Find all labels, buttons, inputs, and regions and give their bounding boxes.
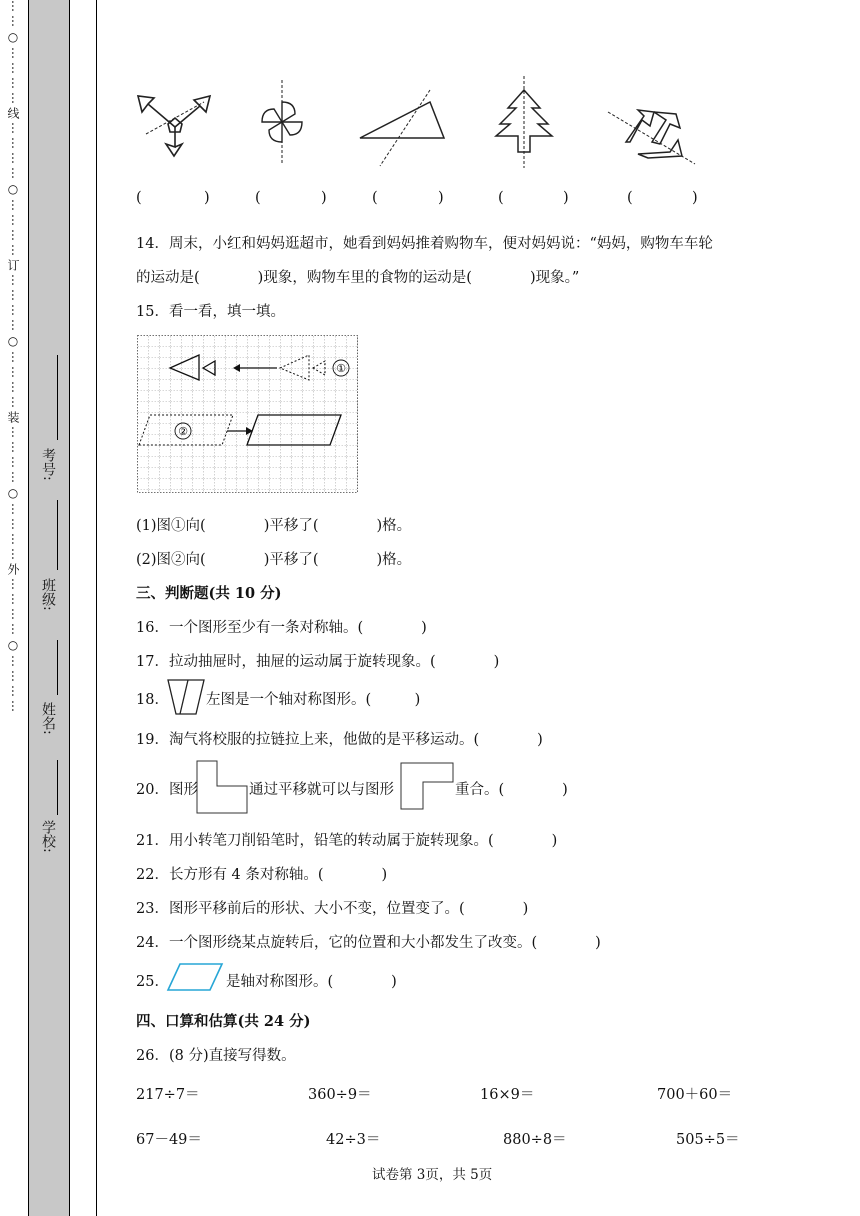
section-3-heading: 三、判断题(共 10 分) [136,585,282,602]
q20-shape-l [196,760,248,814]
field-class-line [57,500,58,570]
calc-7: 880÷8＝ [503,1132,567,1148]
calc-6: 42÷3＝ [326,1132,381,1148]
tree-figure [496,76,552,168]
question-14-line-1: 14．周末，小红和妈妈逛超市，她看到妈妈推着购物车，便对妈妈说：“妈妈，购物车车轮 [136,236,713,252]
q13-figures [130,72,720,172]
question-19: 19．淘气将校服的拉链拉上来，他做的是平移运动。( ) [136,732,543,748]
q25-parallelogram [166,962,224,992]
question-15-part-1: (1)图①向( )平移了( )格。 [136,518,412,534]
three-arrows-figure [138,96,210,156]
field-class: 班级: [40,578,56,611]
field-school: 学校: [40,820,56,853]
q13-paren-close-1: ) [204,190,210,206]
calc-4: 700＋60＝ [657,1087,733,1103]
calc-1: 217÷7＝ [136,1087,200,1103]
field-school-line [57,760,58,815]
calc-3: 16×9＝ [480,1087,535,1103]
q20-shape-gamma [400,762,454,810]
label-1: ① [336,362,346,375]
question-17: 17．拉动抽屉时，抽屉的运动属于旋转现象。( ) [136,654,500,670]
question-24: 24．一个图形绕某点旋转后，它的位置和大小都发生了改变。( ) [136,935,601,951]
q13-paren-close-2: ) [321,190,327,206]
pinwheel-figure [262,80,302,164]
page-footer: 试卷第 3页，共 5页 [372,1167,493,1183]
triangle-figure [360,90,444,166]
q15-grid [137,335,359,495]
question-15: 15．看一看，填一填。 [136,304,285,320]
binding-dots-text: ⋯⋯○⋯⋯⋯⋯线⋯⋯⋯⋯○⋯⋯⋯⋯订⋯⋯⋯⋯○⋯⋯⋯⋯装⋯⋯⋯⋯○⋯⋯⋯⋯外⋯⋯⋯⋯○⋯⋯⋯⋯ [6,0,20,715]
question-16: 16．一个图形至少有一条对称轴。( ) [136,620,427,636]
question-23: 23．图形平移前后的形状、大小不变，位置变了。( ) [136,901,529,917]
calc-5: 67－49＝ [136,1132,202,1148]
binding-margin [0,0,96,1216]
calc-8: 505÷5＝ [676,1132,740,1148]
q13-paren-close-4: ) [563,190,569,206]
question-22: 22．长方形有 4 条对称轴。( ) [136,867,388,883]
question-26: 26．(8 分)直接写得数。 [136,1048,296,1064]
field-name: 姓名: [40,702,56,735]
q13-paren-open-1: ( [136,190,142,206]
q18-trapezoid [166,678,206,716]
q13-paren-close-3: ) [438,190,444,206]
q13-paren-open-3: ( [372,190,378,206]
q13-paren-open-2: ( [255,190,261,206]
field-exam-number: 考号: [40,448,56,481]
question-20-part-b: 通过平移就可以与图形 [249,782,394,798]
question-14-line-2: 的运动是( )现象，购物车里的食物的运动是( )现象。” [136,270,580,286]
q13-paren-open-5: ( [627,190,633,206]
field-exam-number-line [57,355,58,440]
question-25: 是轴对称图形。( ) [226,974,397,990]
label-2: ② [178,425,188,438]
question-18-number: 18． [136,692,169,708]
binding-dots [6,0,20,1216]
recycle-figure [608,110,695,164]
question-20-part-a: 20．图形 [136,782,198,798]
question-15-part-2: (2)图②向( )平移了( )格。 [136,552,412,568]
field-name-line [57,640,58,695]
question-20-part-c: 重合。( ) [455,782,568,798]
q13-paren-close-5: ) [692,190,698,206]
calc-2: 360÷9＝ [308,1087,372,1103]
section-4-heading: 四、口算和估算(共 24 分) [136,1013,311,1030]
margin-rule [96,0,97,1216]
question-21: 21．用小转笔刀削铅笔时，铅笔的转动属于旋转现象。( ) [136,833,558,849]
question-25-number: 25． [136,974,169,990]
question-18: 左图是一个轴对称图形。( ) [206,692,421,708]
q13-paren-open-4: ( [498,190,504,206]
